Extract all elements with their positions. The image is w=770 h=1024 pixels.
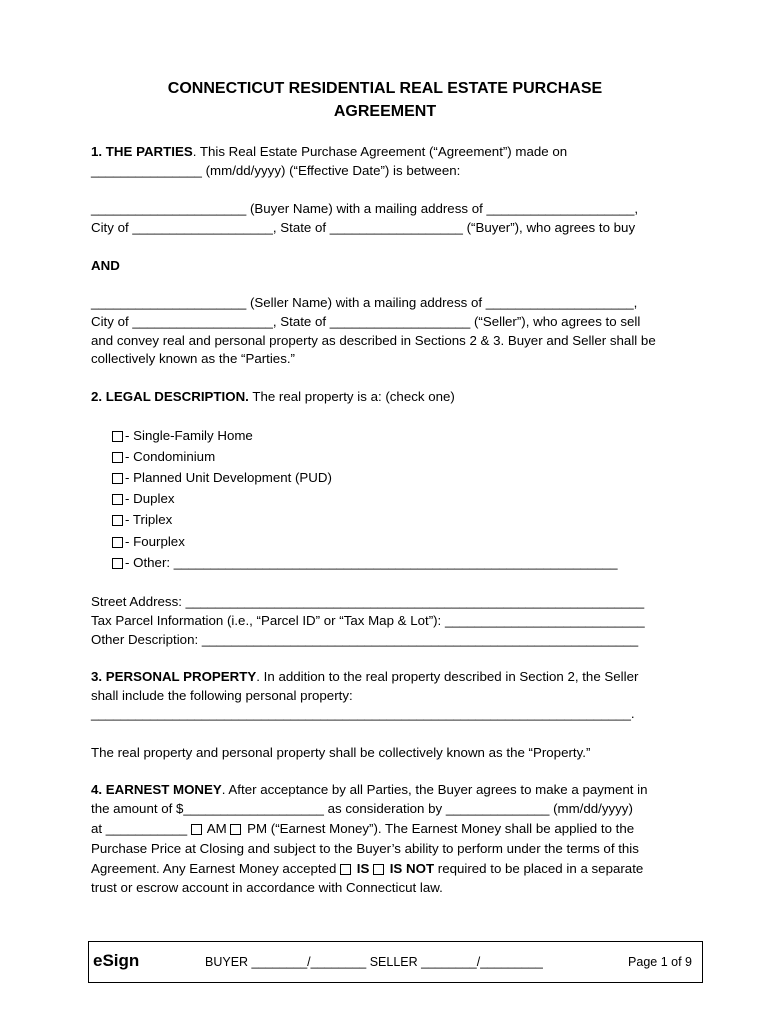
initials-field[interactable]: BUYER ________/________ SELLER ________/_________	[205, 955, 543, 969]
section-4-line-1: 4. EARNEST MONEY. After acceptance by all Parties, the Buyer agrees to make a payment in	[91, 782, 648, 797]
document-title	[0, 77, 770, 123]
page-number: Page 1 of 9	[628, 955, 692, 969]
effective-date-field[interactable]: _______________ (mm/dd/yyyy) (“Effective Date”) is between:	[91, 163, 461, 178]
seller-city-state-field[interactable]: City of ___________________, State of ___________________ (“Seller”), who agrees to sell	[91, 314, 641, 329]
checkbox[interactable]	[112, 558, 123, 569]
personal-property-field[interactable]: _________________________________________________________________________.	[91, 706, 635, 721]
section-2-line: 2. LEGAL DESCRIPTION. The real property is a: (check one)	[91, 389, 455, 404]
section-3-heading: 3. PERSONAL PROPERTY	[91, 669, 257, 684]
section-4-line-4: Purchase Price at Closing and subject to the Buyer’s ability to perform under the terms of this	[91, 841, 639, 856]
option-single-family[interactable]: - Single-Family Home	[112, 428, 253, 444]
esign-logo: eSign	[93, 951, 140, 970]
option-other[interactable]: - Other: ____________________________________________________________	[112, 555, 617, 571]
section-4-line-5: Agreement. Any Earnest Money accepted IS IS NOT required to be placed in a separate	[91, 861, 644, 876]
other-description-field[interactable]: Other Description: ___________________________________________________________	[91, 632, 639, 647]
pm-checkbox[interactable]	[230, 824, 241, 835]
earnest-amount-field[interactable]: the amount of $___________________ as consideration by ______________ (mm/dd/yyyy)	[91, 801, 633, 816]
earnest-time-field[interactable]: at ___________	[91, 821, 191, 836]
section-1-heading: 1. THE PARTIES	[91, 144, 193, 159]
checkbox[interactable]	[112, 537, 123, 548]
section-3-line-1: 3. PERSONAL PROPERTY. In addition to the real property described in Section 2, the Seller	[91, 669, 639, 684]
page-footer	[88, 941, 703, 983]
property-definition: The real property and personal property shall be collectively known as the “Property.”	[91, 745, 591, 760]
section-4-heading: 4. EARNEST MONEY	[91, 782, 222, 797]
section-1-line-1: 1. THE PARTIES. This Real Estate Purchase Agreement (“Agreement”) made on	[91, 144, 568, 159]
is-not-checkbox[interactable]	[373, 864, 384, 875]
title-line-2: AGREEMENT	[333, 103, 437, 120]
checkbox[interactable]	[112, 473, 123, 484]
section-1-text-end: collectively known as the “Parties.”	[91, 351, 295, 366]
section-3-line-2: shall include the following personal property:	[91, 688, 353, 703]
tax-parcel-field[interactable]: Tax Parcel Information (i.e., “Parcel ID” or “Tax Map & Lot”): ___________________________	[91, 613, 645, 628]
is-checkbox[interactable]	[340, 864, 351, 875]
option-duplex[interactable]: - Duplex	[112, 491, 175, 507]
and-label: AND	[91, 258, 120, 273]
checkbox[interactable]	[112, 494, 123, 505]
seller-name-field[interactable]: _____________________ (Seller Name) with a mailing address of ____________________,	[91, 295, 638, 310]
street-address-field[interactable]: Street Address: ______________________________________________________________	[91, 594, 645, 609]
option-fourplex[interactable]: - Fourplex	[112, 534, 185, 550]
checkbox[interactable]	[112, 452, 123, 463]
section-4-line-6: trust or escrow account in accordance with Connecticut law.	[91, 880, 443, 895]
am-checkbox[interactable]	[191, 824, 202, 835]
checkbox[interactable]	[112, 431, 123, 442]
title-line-1: CONNECTICUT RESIDENTIAL REAL ESTATE PURCHASE	[167, 80, 603, 97]
section-4-line-3: at ___________ AM PM (“Earnest Money”). The Earnest Money shall be applied to the	[91, 821, 635, 836]
option-triplex[interactable]: - Triplex	[112, 512, 172, 528]
section-2-heading: 2. LEGAL DESCRIPTION.	[91, 389, 249, 404]
option-condominium[interactable]: - Condominium	[112, 449, 215, 465]
option-pud[interactable]: - Planned Unit Development (PUD)	[112, 470, 332, 486]
buyer-city-state-field[interactable]: City of ___________________, State of __________________ (“Buyer”), who agrees to buy	[91, 220, 636, 235]
section-1-text: and convey real and personal property as described in Sections 2 & 3. Buyer and Seller shall be	[91, 333, 656, 348]
checkbox[interactable]	[112, 515, 123, 526]
buyer-name-field[interactable]: _____________________ (Buyer Name) with a mailing address of ____________________,	[91, 201, 639, 216]
